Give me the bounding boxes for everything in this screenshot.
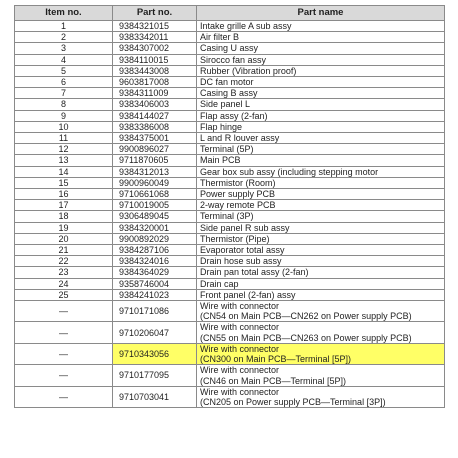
table-row [15, 21, 445, 32]
part-no-cell: 9384321015 [113, 21, 197, 32]
item-no-cell: 6 [15, 77, 113, 88]
part-name-line: Sirocco fan assy [200, 54, 267, 65]
item-no-cell: 13 [15, 155, 113, 166]
part-name-cell [197, 21, 445, 32]
item-no-cell: 21 [15, 245, 113, 256]
part-no-cell: 9710343056 [113, 343, 197, 364]
part-no-cell: 9384312013 [113, 166, 197, 177]
table-row [15, 278, 445, 289]
part-name-line: Wire with connector [200, 343, 280, 354]
part-name-line: (CN205 on Power supply PCB—Terminal [3P]) [200, 396, 386, 407]
part-name-cell [197, 278, 445, 289]
part-no-cell: 9383443008 [113, 65, 197, 76]
item-no-cell: — [15, 322, 113, 343]
part-name-cell [197, 289, 445, 300]
table-row [15, 211, 445, 222]
part-no-cell: 9710661068 [113, 189, 197, 200]
table-row [15, 88, 445, 99]
part-name-line: (CN55 on Main PCB—CN263 on Power supply PCB) [200, 332, 412, 343]
part-no-cell: 9710703041 [113, 386, 197, 407]
part-name-line: Thermistor (Pipe) [200, 233, 270, 244]
part-name-cell [197, 110, 445, 121]
part-name-cell [197, 200, 445, 211]
part-name-line: Wire with connector [200, 386, 280, 397]
table-body [15, 21, 445, 408]
part-name-line: Wire with connector [200, 301, 280, 312]
item-no-cell: 1 [15, 21, 113, 32]
part-name-line: Thermistor (Room) [200, 177, 276, 188]
part-no-cell: 9384320001 [113, 222, 197, 233]
part-name-line: Air filter B [200, 32, 240, 43]
part-name-line: Side panel R sub assy [200, 222, 290, 233]
part-no-cell: 9900892029 [113, 233, 197, 244]
table-row [15, 144, 445, 155]
part-name-line: Front panel (2-fan) assy [200, 289, 296, 300]
item-no-cell: — [15, 386, 113, 407]
item-no-cell: 3 [15, 43, 113, 54]
header-part-no: Part no. [113, 6, 197, 21]
part-no-cell: 9384324016 [113, 256, 197, 267]
item-no-cell: 4 [15, 54, 113, 65]
part-name-line: Flap assy (2-fan) [200, 110, 268, 121]
item-no-cell: 23 [15, 267, 113, 278]
table-row [15, 322, 445, 343]
part-no-cell: 9711870605 [113, 155, 197, 166]
part-name-cell [197, 65, 445, 76]
table-row [15, 99, 445, 110]
part-name-cell [197, 365, 445, 386]
table-row [15, 121, 445, 132]
item-no-cell: 22 [15, 256, 113, 267]
table-row [15, 32, 445, 43]
item-no-cell: — [15, 365, 113, 386]
table-row [15, 77, 445, 88]
part-name-cell [197, 166, 445, 177]
part-name-line: Drain cap [200, 278, 239, 289]
table-row [15, 289, 445, 300]
part-no-cell: 9383386008 [113, 121, 197, 132]
table-row [15, 189, 445, 200]
part-name-cell [197, 256, 445, 267]
part-name-cell [197, 54, 445, 65]
part-name-cell [197, 77, 445, 88]
part-name-line: (CN300 on Main PCB—Terminal [5P]) [200, 354, 352, 365]
part-name-cell [197, 121, 445, 132]
table-row [15, 166, 445, 177]
part-no-cell: 9383406003 [113, 99, 197, 110]
item-no-cell: — [15, 301, 113, 322]
item-no-cell: 15 [15, 177, 113, 188]
part-name-cell [197, 301, 445, 322]
part-no-cell: 9710206047 [113, 322, 197, 343]
item-no-cell: 11 [15, 133, 113, 144]
part-no-cell: 9384287106 [113, 245, 197, 256]
table-row [15, 343, 445, 364]
item-no-cell: 20 [15, 233, 113, 244]
part-no-cell: 9384241023 [113, 289, 197, 300]
part-name-line: Casing B assy [200, 88, 258, 99]
table-row [15, 386, 445, 407]
part-name-cell [197, 245, 445, 256]
part-name-cell [197, 133, 445, 144]
part-name-cell [197, 267, 445, 278]
part-name-line: Casing U assy [200, 43, 259, 54]
part-name-line: Intake grille A sub assy [200, 21, 292, 31]
table-row [15, 133, 445, 144]
part-no-cell: 9384364029 [113, 267, 197, 278]
part-no-cell: 9603817008 [113, 77, 197, 88]
table-row [15, 245, 445, 256]
item-no-cell: 5 [15, 65, 113, 76]
part-no-cell: 9900960049 [113, 177, 197, 188]
part-name-line: (CN46 on Main PCB—Terminal [5P]) [200, 375, 347, 386]
part-name-cell [197, 177, 445, 188]
part-no-cell: 9710177095 [113, 365, 197, 386]
part-name-cell [197, 222, 445, 233]
table-row [15, 365, 445, 386]
item-no-cell: — [15, 343, 113, 364]
part-name-line: Drain pan total assy (2-fan) [200, 267, 309, 278]
part-name-line: Rubber (Vibration proof) [200, 65, 297, 76]
item-no-cell: 12 [15, 144, 113, 155]
part-name-line: Flap hinge [200, 121, 243, 132]
table-row [15, 200, 445, 211]
part-name-cell [197, 32, 445, 43]
item-no-cell: 17 [15, 200, 113, 211]
part-name-line: 2-way remote PCB [200, 200, 276, 211]
part-name-cell [197, 343, 445, 364]
item-no-cell: 24 [15, 278, 113, 289]
item-no-cell: 16 [15, 189, 113, 200]
table-row [15, 267, 445, 278]
part-name-cell [197, 386, 445, 407]
part-no-cell: 9384311009 [113, 88, 197, 99]
part-name-cell [197, 233, 445, 244]
part-name-cell [197, 144, 445, 155]
table-header-row [15, 6, 445, 21]
parts-table [14, 5, 445, 408]
part-name-line: Terminal (5P) [200, 144, 254, 155]
part-no-cell: 9384110015 [113, 54, 197, 65]
item-no-cell: 25 [15, 289, 113, 300]
item-no-cell: 18 [15, 211, 113, 222]
part-name-line: Wire with connector [200, 365, 280, 376]
part-name-line: Power supply PCB [200, 189, 276, 200]
table-row [15, 65, 445, 76]
header-part-name: Part name [197, 6, 445, 21]
part-name-cell [197, 88, 445, 99]
table-row [15, 110, 445, 121]
item-no-cell: 2 [15, 32, 113, 43]
part-name-cell [197, 322, 445, 343]
part-no-cell: 9384375001 [113, 133, 197, 144]
part-name-cell [197, 189, 445, 200]
table-row [15, 54, 445, 65]
part-name-cell [197, 211, 445, 222]
part-name-line: Gear box sub assy (including stepping motor [200, 166, 379, 177]
part-no-cell: 9710171086 [113, 301, 197, 322]
item-no-cell: 7 [15, 88, 113, 99]
item-no-cell: 9 [15, 110, 113, 121]
table-row [15, 43, 445, 54]
part-name-line: Wire with connector [200, 322, 280, 333]
table-row [15, 301, 445, 322]
part-no-cell: 9710019005 [113, 200, 197, 211]
part-name-line: Evaporator total assy [200, 245, 285, 256]
table-row [15, 222, 445, 233]
part-no-cell: 9306489045 [113, 211, 197, 222]
part-name-line: Main PCB [200, 155, 241, 166]
part-no-cell: 9900896027 [113, 144, 197, 155]
part-name-line: Side panel L [200, 99, 251, 110]
part-name-cell [197, 155, 445, 166]
part-name-line: Terminal (3P) [200, 211, 254, 222]
item-no-cell: 8 [15, 99, 113, 110]
part-name-line: Drain hose sub assy [200, 256, 282, 267]
part-name-cell [197, 43, 445, 54]
header-item-no: Item no. [15, 6, 113, 21]
part-no-cell: 9384307002 [113, 43, 197, 54]
table-row [15, 155, 445, 166]
item-no-cell: 10 [15, 121, 113, 132]
table-row [15, 233, 445, 244]
item-no-cell: 19 [15, 222, 113, 233]
item-no-cell: 14 [15, 166, 113, 177]
part-name-line: (CN54 on Main PCB—CN262 on Power supply PCB) [200, 311, 412, 322]
table-row [15, 256, 445, 267]
part-name-cell [197, 99, 445, 110]
part-no-cell: 9358746004 [113, 278, 197, 289]
part-no-cell: 9383342011 [113, 32, 197, 43]
part-no-cell: 9384144027 [113, 110, 197, 121]
table-row [15, 177, 445, 188]
part-name-line: L and R louver assy [200, 133, 280, 144]
part-name-line: DC fan motor [200, 77, 254, 88]
